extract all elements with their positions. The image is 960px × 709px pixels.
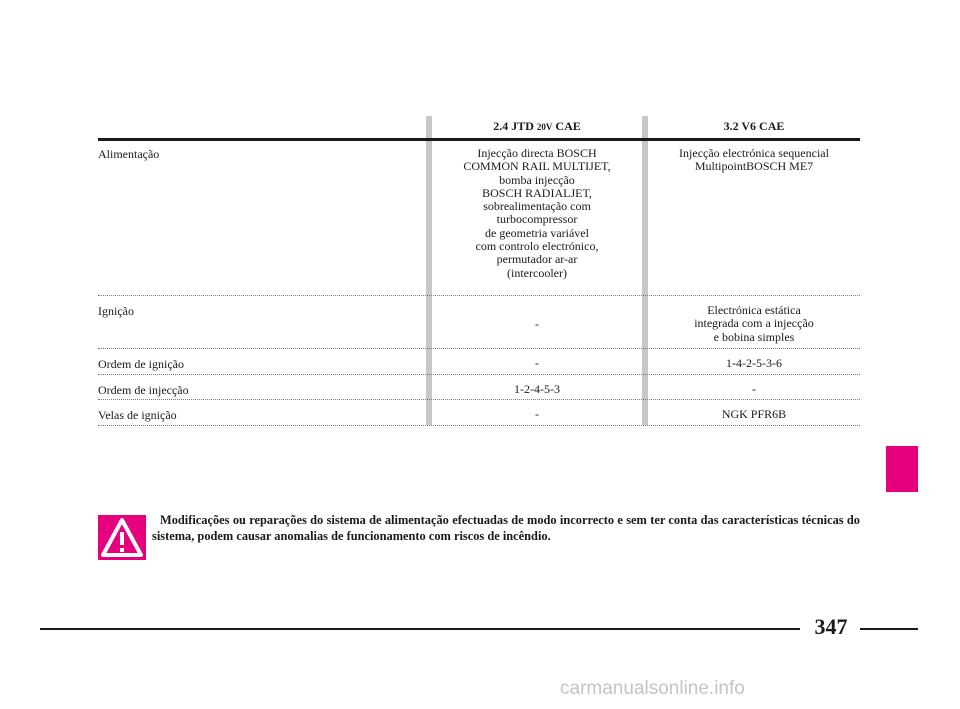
footer-rule-left xyxy=(40,628,800,630)
header-2-4-jtd: 2.4 JTD 20V CAE xyxy=(493,119,581,133)
header-rule xyxy=(98,138,860,141)
row-value-col2: - xyxy=(752,382,756,396)
row-value-col1: - xyxy=(535,356,539,370)
warning-text: Modificações ou reparações do sistema de alimentação efectuadas de modo incorrecto e sem ter conta das características técnicas do sistema, podem causar anomalias de funcionamento com riscos de incêndio. xyxy=(152,513,860,543)
row-label: Velas de ignição xyxy=(98,408,177,422)
row-divider xyxy=(98,374,860,375)
section-tab-marker xyxy=(886,446,918,492)
row-value-col1: Injecção directa BOSCH COMMON RAIL MULTIJET, bomba injecção BOSCH RADIALJET, sobrealimentação com turbocompressor de geometria variável com controlo electrónico, permutador ar-ar (intercooler) xyxy=(463,146,611,280)
row-label: Ignição xyxy=(98,304,134,318)
page-number: 347 xyxy=(814,614,848,639)
warning-triangle-icon xyxy=(98,515,146,560)
row-label: Ordem de ignição xyxy=(98,357,184,371)
row-value-col1: 1-2-4-5-3 xyxy=(514,382,560,396)
row-divider xyxy=(98,348,860,349)
row-divider xyxy=(98,295,860,296)
row-value-col2: Injecção electrónica sequencial MultipointBOSCH ME7 xyxy=(679,146,829,174)
footer-rule-right xyxy=(860,628,918,630)
row-divider xyxy=(98,425,860,426)
row-value-col2: Electrónica estática integrada com a injecção e bobina simples xyxy=(694,303,814,344)
row-label: Ordem de injecção xyxy=(98,383,189,397)
row-value-col2: 1-4-2-5-3-6 xyxy=(726,356,782,370)
row-value-col1: - xyxy=(535,407,539,421)
row-value-col2: NGK PFR6B xyxy=(721,407,787,421)
row-label: Alimentação xyxy=(98,147,160,161)
row-divider xyxy=(98,399,860,400)
header-3-2-v6: 3.2 V6 CAE xyxy=(723,119,785,133)
row-value-col1: - xyxy=(535,317,539,331)
watermark: carmanualsonline.info xyxy=(560,678,745,699)
warning-triangle-icon-glyph xyxy=(98,515,146,560)
